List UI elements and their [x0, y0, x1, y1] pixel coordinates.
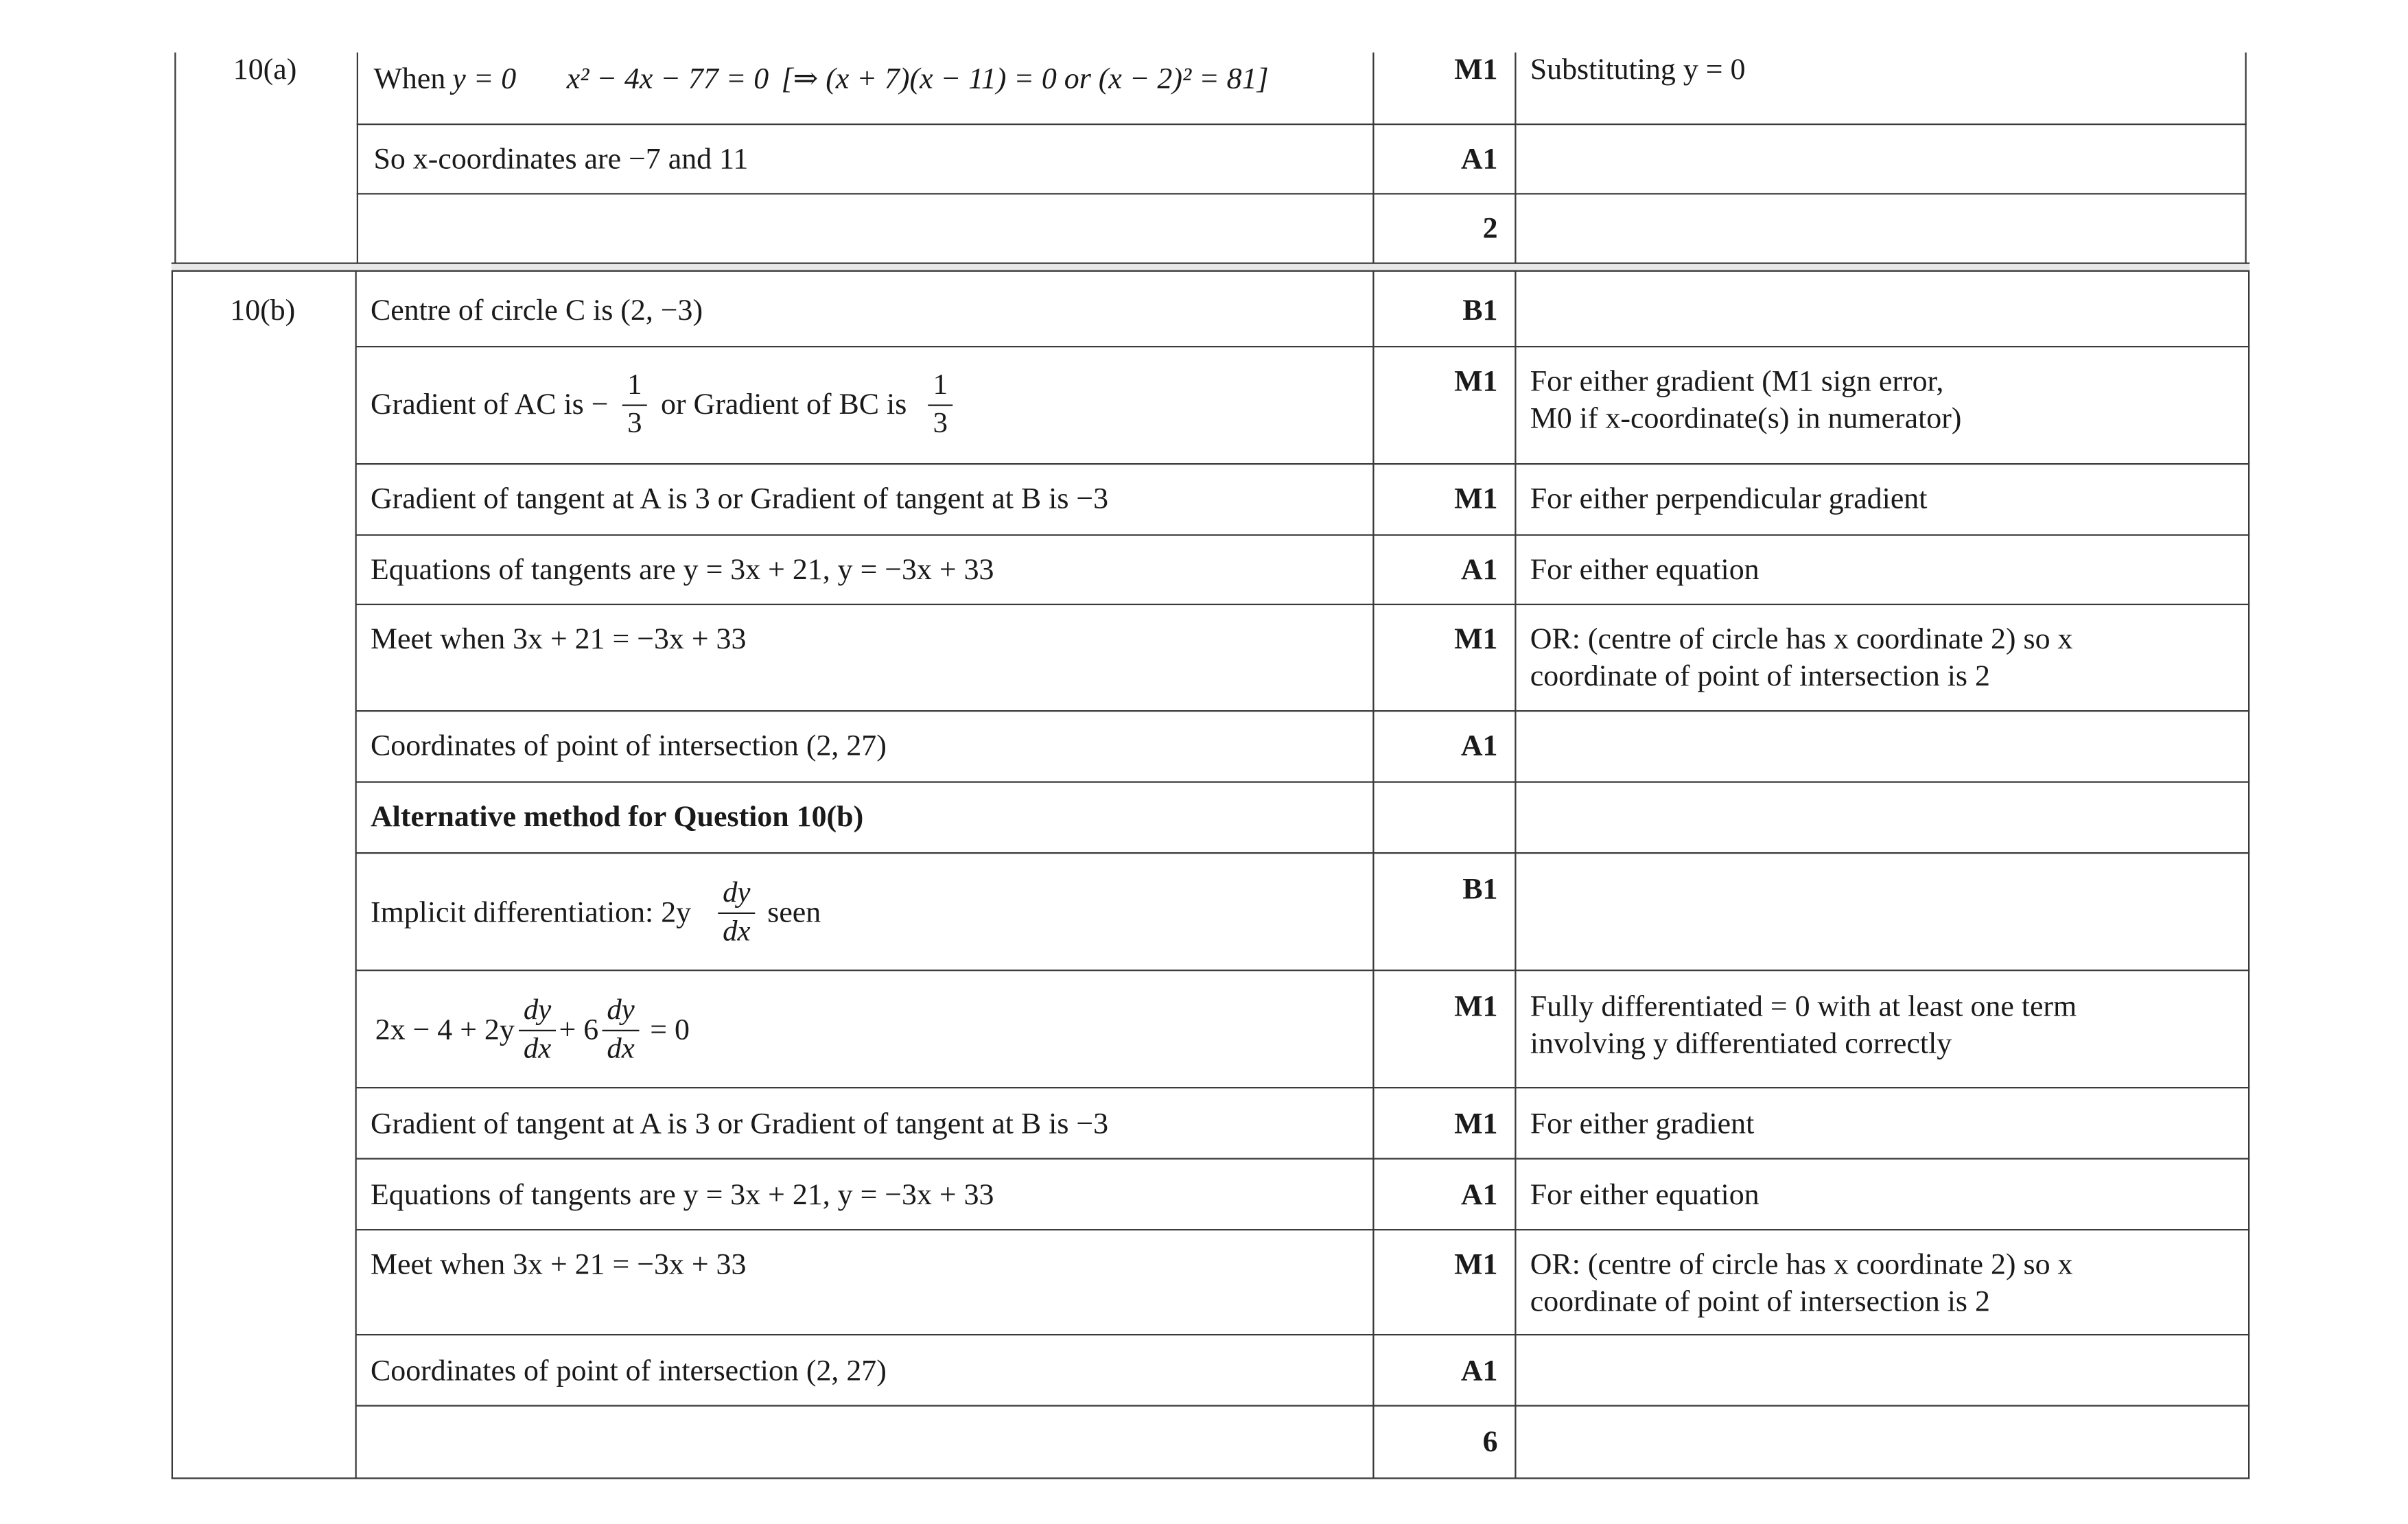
- comment-b-row10: For either gradient: [1530, 1108, 1755, 1141]
- answer-b-row2-ac: Gradient of AC is −: [371, 389, 609, 422]
- border-col3-b: [1515, 272, 1516, 1479]
- alternative-method-heading: Alternative method for Question 10(b): [371, 801, 864, 834]
- answer-a-row1-y0: y = 0: [452, 63, 517, 96]
- comment-a-row1: Substituting y = 0: [1530, 54, 1746, 86]
- mark-b-row13: A1: [1460, 1355, 1498, 1388]
- answer-b-row12: Meet when 3x + 21 = −3x + 33: [371, 1249, 747, 1282]
- border-right-b: [2248, 272, 2249, 1479]
- border-right-a: [2245, 53, 2247, 264]
- derivative-dydx-3-den: dx: [607, 1033, 635, 1066]
- border-col3-a: [1515, 53, 1516, 264]
- answer-b-row9-p3: = 0: [650, 1014, 690, 1047]
- answer-b-row6: Coordinates of point of intersection (2, 27): [371, 730, 887, 763]
- question-label-a: 10(a): [233, 54, 297, 86]
- fraction-bc-den: 3: [933, 408, 948, 441]
- comment-b-row3: For either perpendicular gradient: [1530, 483, 1928, 516]
- answer-b-row8-post: seen: [767, 897, 821, 930]
- answer-b-row13: Coordinates of point of intersection (2, 27): [371, 1355, 887, 1388]
- derivative-dydx-1-num: dy: [723, 877, 751, 910]
- derivative-dydx-2-num: dy: [523, 994, 552, 1027]
- derivative-dydx-3-bar: [603, 1030, 640, 1031]
- mark-b-row6: A1: [1460, 730, 1498, 763]
- mark-b-total: 6: [1482, 1427, 1498, 1459]
- row-line-b7: [355, 852, 2250, 854]
- derivative-dydx-3: [603, 994, 640, 1067]
- comment-b-row9-line1: Fully differentiated = 0 with at least one term: [1530, 991, 2077, 1024]
- answer-b-row8-pre: Implicit differentiation: 2y: [371, 897, 692, 930]
- fraction-ac: [622, 369, 647, 442]
- comment-b-row9-line2: involving y differentiated correctly: [1530, 1028, 1952, 1061]
- fraction-bc: [928, 369, 952, 442]
- answer-b-row9-p1: 2x − 4 + 2y: [375, 1014, 515, 1047]
- answer-a-row1-when: When: [373, 63, 446, 96]
- row-line-a2: [357, 193, 2247, 194]
- fraction-ac-bar: [622, 405, 647, 406]
- answer-a-row2: So x-coordinates are −7 and 11: [373, 143, 749, 176]
- fraction-bc-bar: [928, 405, 952, 406]
- mark-b-row1: B1: [1462, 294, 1498, 327]
- derivative-dydx-1: [718, 877, 755, 950]
- answer-a-row1-bracket: [⇒ (x + 7)(x − 11) = 0 or (x − 2)² = 81]: [781, 63, 1269, 96]
- mark-b-row3: M1: [1454, 483, 1498, 516]
- comment-b-row5-line1: OR: (centre of circle has x coordinate 2) so x: [1530, 624, 2073, 657]
- answer-b-row11: Equations of tangents are y = 3x + 21, y = −3x + 33: [371, 1180, 994, 1212]
- comment-b-row12-line1: OR: (centre of circle has x coordinate 2) so x: [1530, 1249, 2073, 1282]
- comment-b-row5-line2: coordinate of point of intersection is 2: [1530, 661, 1990, 694]
- comment-b-row11: For either equation: [1530, 1180, 1760, 1212]
- fraction-bc-num: 1: [933, 368, 948, 401]
- row-line-b11: [355, 1229, 2250, 1230]
- answer-b-row4: Equations of tangents are y = 3x + 21, y = −3x + 33: [371, 554, 994, 587]
- row-line-b2: [355, 463, 2250, 465]
- row-line-b10: [355, 1158, 2250, 1160]
- border-col2-a: [1372, 53, 1374, 264]
- answer-b-row9-p2: + 6: [559, 1014, 599, 1047]
- mark-b-row10: M1: [1454, 1108, 1498, 1141]
- derivative-dydx-1-den: dx: [723, 915, 751, 948]
- row-line-b8: [355, 970, 2250, 971]
- row-line-b4: [355, 604, 2250, 605]
- part-separator: [172, 263, 2250, 272]
- border-col1-b: [355, 272, 357, 1479]
- row-line-b5: [355, 710, 2250, 712]
- answer-a-row1-equation: x² − 4x − 77 = 0: [566, 63, 769, 96]
- answer-b-row1: Centre of circle C is (2, −3): [371, 294, 703, 327]
- mark-a-row1: M1: [1454, 54, 1498, 86]
- row-line-b13: [355, 1405, 2250, 1407]
- comment-b-row12-line2: coordinate of point of intersection is 2: [1530, 1286, 1990, 1319]
- mark-a-row2: A1: [1460, 143, 1498, 176]
- question-label-b: 10(b): [230, 294, 296, 327]
- row-line-b9: [355, 1087, 2250, 1088]
- derivative-dydx-2-den: dx: [523, 1033, 552, 1066]
- derivative-dydx-1-bar: [718, 913, 755, 914]
- comment-b-row4: For either equation: [1530, 554, 1760, 587]
- mark-b-row11: A1: [1460, 1180, 1498, 1212]
- mark-b-row5: M1: [1454, 624, 1498, 657]
- border-left-b: [172, 272, 173, 1479]
- row-line-b1: [355, 346, 2250, 347]
- border-col1-a: [357, 53, 358, 264]
- derivative-dydx-3-num: dy: [607, 994, 635, 1027]
- mark-b-row12: M1: [1454, 1249, 1498, 1282]
- mark-b-row2: M1: [1454, 366, 1498, 399]
- derivative-dydx-2-bar: [519, 1030, 556, 1031]
- comment-b-row2-line1: For either gradient (M1 sign error,: [1530, 366, 1944, 399]
- comment-b-row2-line2: M0 if x-coordinate(s) in numerator): [1530, 403, 1962, 436]
- row-line-b12: [355, 1334, 2250, 1335]
- answer-b-row5: Meet when 3x + 21 = −3x + 33: [371, 624, 747, 657]
- mark-b-row4: A1: [1460, 554, 1498, 587]
- mark-b-row8: B1: [1462, 874, 1498, 906]
- fraction-ac-num: 1: [627, 368, 642, 401]
- answer-b-row10: Gradient of tangent at A is 3 or Gradient of tangent at B is −3: [371, 1108, 1109, 1141]
- answer-b-row2-bc: or Gradient of BC is: [661, 389, 907, 422]
- row-line-a1: [357, 124, 2247, 125]
- mark-a-total: 2: [1482, 213, 1498, 246]
- table-bottom-line: [172, 1477, 2250, 1479]
- border-left-a: [174, 53, 176, 264]
- answer-b-row3: Gradient of tangent at A is 3 or Gradient of tangent at B is −3: [371, 483, 1109, 516]
- row-line-b6: [355, 782, 2250, 783]
- derivative-dydx-2: [519, 994, 556, 1067]
- border-col2-b: [1372, 272, 1374, 1479]
- fraction-ac-den: 3: [627, 408, 642, 441]
- row-line-b3: [355, 535, 2250, 536]
- mark-b-row9: M1: [1454, 991, 1498, 1024]
